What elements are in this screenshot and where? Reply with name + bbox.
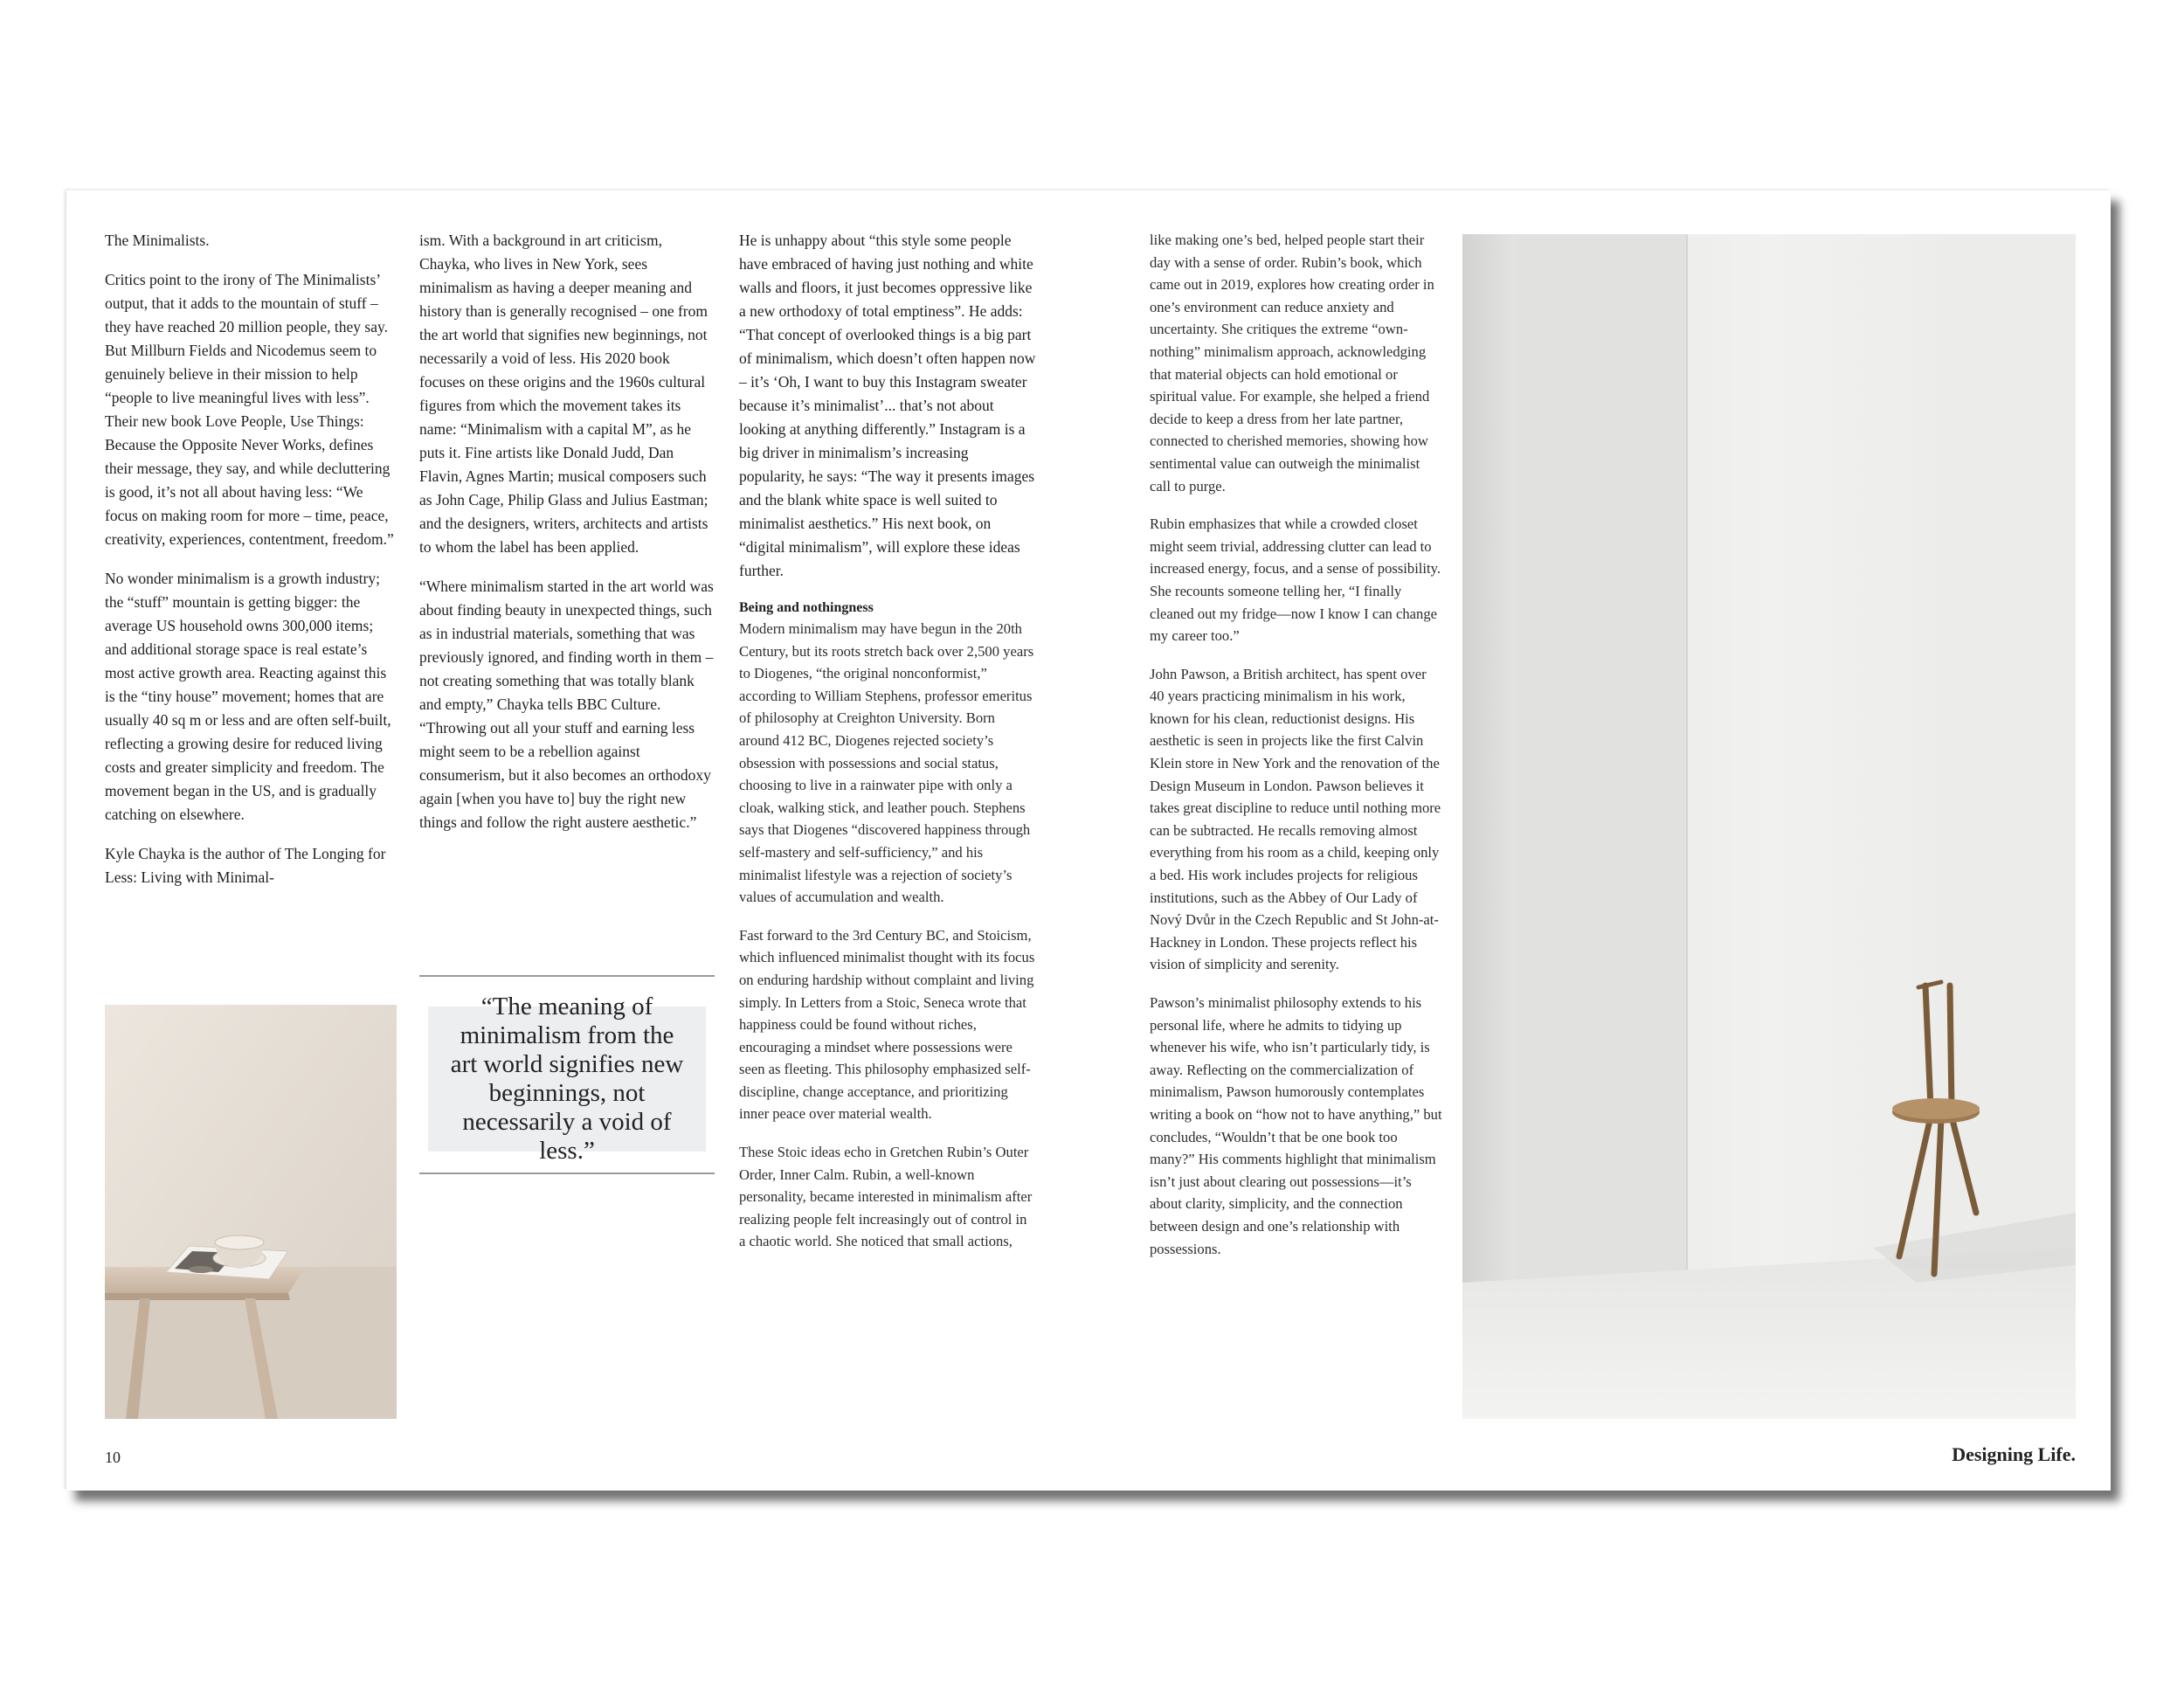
running-title: Designing Life. — [1952, 1443, 2076, 1465]
paragraph: like making one’s bed, helped people start their day with a sense of order. Rubin’s book, which came out in 2019, explores how creating order in one’s environment can reduce anxiety and uncertainty. She critiques the extreme “own-nothing” minimalism approach, acknowledging that material objects can hold emotional or spiritual value. For example, she helped a friend decide to keep a dress from her late partner, connected to cherished memories, showing how sentimental value can outweigh the minimalist call to purge. — [1150, 232, 1434, 495]
coffee-table-photo — [105, 1005, 397, 1419]
paragraph: These Stoic ideas echo in Gretchen Rubin’s Outer Order, Inner Calm. Rubin, a well-known personality, became interested in minimalism after realizing people felt increasingly out of control in a chaotic world. She noticed that small actions, — [739, 1144, 1033, 1250]
section-subheading: Being and nothingness — [739, 600, 874, 615]
text-column-4 — [1150, 229, 1442, 1276]
paragraph: ism. With a background in art criticism, Chayka, who lives in New York, sees minimalism as having a deeper meaning and history than is generally recognised – one from the art world that signifies new beginnings, not necessarily a void of less. His 2020 book focuses on these origins and the 1960s cultural figures from which the movement takes its name: “Minimalism with a capital M”, as he puts it. Fine artists like Donald Judd, Dan Flavin, Agnes Martin; musical composers such as John Cage, Philip Glass and Julius Eastman; and the designers, writers, architects and artists to whom the label has been applied. — [419, 232, 708, 556]
paragraph: Rubin emphasizes that while a crowded closet might seem trivial, addressing clutter can lead to increased energy, focus, and a sense of possibility. She recounts someone telling her, “I finally cleaned out my fridge—now I know I can change my career too.” — [1150, 515, 1441, 645]
text-column-2 — [419, 229, 716, 850]
paragraph: “Where minimalism started in the art world was about finding beauty in unexpected things, such as in industrial materials, something that was previously ignored, and finding worth in them – not creating something that was totally blank and empty,” Chayka tells BBC Culture. “Throwing out all your stuff and earning less might seem to be a rebellion against consumerism, but it also becomes an orthodoxy again [when you have to] buy the right new things and follow the right austere aesthetic.” — [419, 578, 714, 831]
paragraph: Pawson’s minimalist philosophy extends to his personal life, where he admits to tidying up whenever his wife, who isn’t particularly tidy, is away. Reflecting on the commercialization of minimalism, Pawson humorously contemplates writing a book on “how not to have anything,” but concludes, “Wouldn’t that be one book too many?” His comments highlight that minimalism isn’t just about clearing out possessions—it’s about clarity, simplicity, and the connection between design and one’s relationship with possessions. — [1150, 994, 1442, 1257]
text-column-1 — [105, 229, 396, 905]
paragraph: Fast forward to the 3rd Century BC, and Stoicism, which influenced minimalist thought with its focus on enduring hardship without complaint and living simply. In Letters from a Stoic, Seneca wrote that happiness could be found without riches, encouraging a mindset where possessions were seen as fleeting. This philosophy emphasized self-discipline, change acceptance, and prioritizing inner peace over material wealth. — [739, 926, 1035, 1123]
paragraph: He is unhappy about “this style some people have embraced of having just nothing and white walls and floors, it just becomes oppressive like a new orthodoxy of total emptiness”. He adds: “That concept of overlooked things is a big part of minimalism, which doesn’t often happen now – it’s ‘Oh, I want to buy this Instagram sweater because it’s minimalist’... that’s not about looking at anything differently.” Instagram is a big driver in minimalism’s increasing popularity, he says: “The way it presents images and the blank white space is well suited to minimalist aesthetics.” His next book, on “digital minimalism”, will explore these ideas further. — [739, 232, 1036, 579]
page-number: 10 — [105, 1449, 121, 1466]
paragraph: The Minimalists. — [105, 232, 210, 249]
pull-quote: “The meaning of minimalism from the art world signifies new beginnings, not necessarily a void of less.” — [428, 1007, 706, 1152]
text-column-3 — [739, 229, 1036, 1269]
paragraph: Critics point to the irony of The Minimalists’ output, that it adds to the mountain of stuff – they have reached 20 million people, they say. But Millburn Fields and Nicodemus seem to genuinely believe in their mission to help “people to live meaningful lives with less”. Their new book Love People, Use Things: Because the Opposite Never Works, defines their message, they say, and while decluttering is good, it’s not all about having less: “We focus on making room for more – time, peace, creativity, experiences, contentment, freedom.” — [105, 271, 394, 548]
paragraph: No wonder minimalism is a growth industry; the “stuff” mountain is getting bigger: the average US household owns 300,000 items; and additional storage space is real estate’s most active growth area. Reacting against this is the “tiny house” movement; homes that are usually 40 sq m or less and are often self-built, reflecting a growing desire for reduced living costs and greater simplicity and freedom. The movement began in the US, and is gradually catching on elsewhere. — [105, 570, 391, 823]
chair-room-photo — [1462, 234, 2076, 1419]
pull-quote-frame — [419, 975, 715, 1174]
paragraph: Kyle Chayka is the author of The Longing for Less: Living with Minimal- — [105, 845, 386, 886]
paragraph: Modern minimalism may have begun in the 20th Century, but its roots stretch back over 2,500 years to Diogenes, “the original nonconformist,” according to William Stephens, professor emeritus of philosophy at Creighton University. Born around 412 BC, Diogenes rejected society’s obsession with possessions and social status, choosing to live in a rainwater pipe with only a cloak, walking stick, and leather pouch. Stephens says that Diogenes “discovered happiness through self-mastery and self-sufficiency,” and his minimalist lifestyle was a rejection of society’s values of accumulation and wealth. — [739, 620, 1034, 906]
paragraph: John Pawson, a British architect, has spent over 40 years practicing minimalism in his work, known for his clean, reductionist designs. His aesthetic is seen in projects like the first Calvin Klein store in New York and the renovation of the Design Museum in London. Pawson believes it takes great discipline to reduce until nothing more can be subtracted. He recalls removing almost everything from his room as a child, keeping only a bed. His work includes projects for religious institutions, such as the Abbey of Our Lady of Nový Dvůr in the Czech Republic and St John-at-Hackney in London. These projects reflect his vision of simplicity and serenity. — [1150, 665, 1441, 973]
magazine-spread — [66, 190, 2111, 1491]
